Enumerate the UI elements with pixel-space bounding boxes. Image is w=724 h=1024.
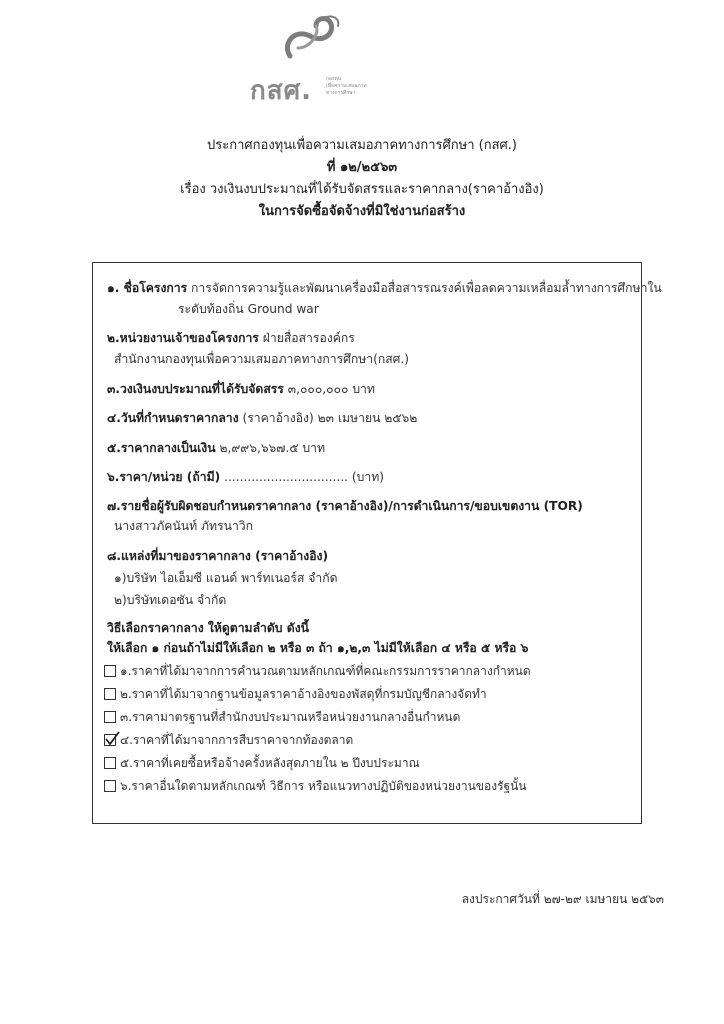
header-line-4: ในการจัดซื้อจัดจ้างที่มิใช่งานก่อสร้าง [258,204,466,219]
header-line-3: เรื่อง วงเงินงบประมาณที่ได้รับจัดสรรและราคากลาง(ราคาอ้างอิง) [180,182,544,197]
logo-subtitle: กองทุน เพื่อความเสมอภาค ทางการศึกษา [326,76,367,96]
method-option-label: ๒.ราคาที่ได้มาจากฐานข้อมูลราคาอ้างอิงของพัสดุที่กรมบัญชีกลางจัดทำ [120,687,487,701]
method-option-label: ๖.ราคาอื่นใดตามหลักเกณฑ์ วิธีการ หรือแนวทางปฏิบัติของหน่วยงานของรัฐนั้น [120,779,527,793]
method-option [104,685,487,703]
logo-text: กสศ. [250,76,312,106]
item-owner-unit-cont: สำนักงานกองทุนเพื่อความเสมอภาคทางการศึกษา(กสศ.) [114,352,410,366]
method-option-label: ๑.ราคาที่ได้มาจากการคำนวณตามหลักเกณฑ์ที่คณะกรรมการราคากลางกำหนด [120,664,531,678]
method-option [104,731,353,749]
price-source-1: ๑)บริษัท ไอเอ็มซี แอนด์ พาร์ทเนอร์ส จำกัด [114,571,338,585]
method-option-label: ๓.ราคามาตรฐานที่สำนักงบประมาณหรือหน่วยงานกลางอื่นกำหนด [120,710,461,724]
checkbox[interactable] [104,688,116,700]
header-line-1: ประกาศกองทุนเพื่อความเสมอภาคทางการศึกษา (กสศ.) [207,138,517,153]
method-option [104,777,527,795]
item-price-source: ๘.แหล่งที่มาของราคากลาง (ราคาอ้างอิง) [107,549,329,563]
method-option [104,662,531,680]
item-budget: ๓.วงเงินงบประมาณที่ได้รับจัดสรร ๓,๐๐๐,๐๐๐ บาท [107,382,375,396]
logo-swirl-icon [280,14,344,70]
item-unit-price: ๖.ราคา/หน่วย (ถ้ามี) ................................ (บาท) [107,470,385,484]
method-option-label: ๔.ราคาที่ได้มาจากการสืบราคาจากท้องตลาด [120,733,354,747]
checkbox[interactable] [104,711,116,723]
item-price-date: ๔.วันที่กำหนดราคากลาง (ราคาอ้างอิง) ๒๓ เมษายน ๒๕๖๒ [107,411,418,425]
checkbox[interactable] [104,665,116,677]
logo [250,14,367,106]
checkbox[interactable] [104,780,116,792]
header-line-2: ที่ ๑๒/๒๕๖๓ [326,160,398,175]
item-project-name-cont: ระดับท้องถิ่น Ground war [178,302,319,316]
method-option-label: ๕.ราคาที่เคยซื้อหรือจ้างครั้งหลังสุดภายใน ๒ ปีงบประมาณ [120,756,420,770]
method-option [104,708,460,726]
check-icon [104,731,120,747]
method-option [104,754,420,772]
checkbox[interactable] [104,757,116,769]
publication-date: ลงประกาศวันที่ ๒๗-๒๙ เมษายน ๒๕๖๓ [461,892,664,906]
announcement-header [0,135,724,223]
method-title: วิธีเลือกราคากลาง ให้ดูตามลำดับ ดังนี้ [107,621,309,635]
price-source-2: ๒)บริษัทเดอซัน จำกัด [114,593,227,607]
checkbox-checked[interactable] [104,734,116,746]
item-responsible-name: นางสาวภัคนันท์ ภัทรนาวิก [114,519,254,533]
method-rule: ให้เลือก ๑ ก่อนถ้าไม่มีให้เลือก ๒ หรือ ๓ ถ้า ๑,๒,๓ ไม่มีให้เลือก ๔ หรือ ๕ หรือ ๖ [107,641,529,655]
item-responsible: ๗.รายชื่อผู้รับผิดชอบกำหนดราคากลาง (ราคาอ้างอิง)/การดำเนินการ/ขอบเขตงาน (TOR) [107,499,583,513]
item-owner-unit: ๒.หน่วยงานเจ้าของโครงการ ฝ่ายสื่อสารองค์กร [107,331,355,345]
item-median-price: ๕.ราคากลางเป็นเงิน ๒,๙๙๖,๖๖๗.๕ บาท [107,441,326,455]
item-project-name: ๑. ชื่อโครงการ การจัดการความรู้และพัฒนาเครื่องมือสื่อสารรณรงค์เพื่อลดความเหลื่อมล้ำทางการศึกษาใน [107,281,662,295]
